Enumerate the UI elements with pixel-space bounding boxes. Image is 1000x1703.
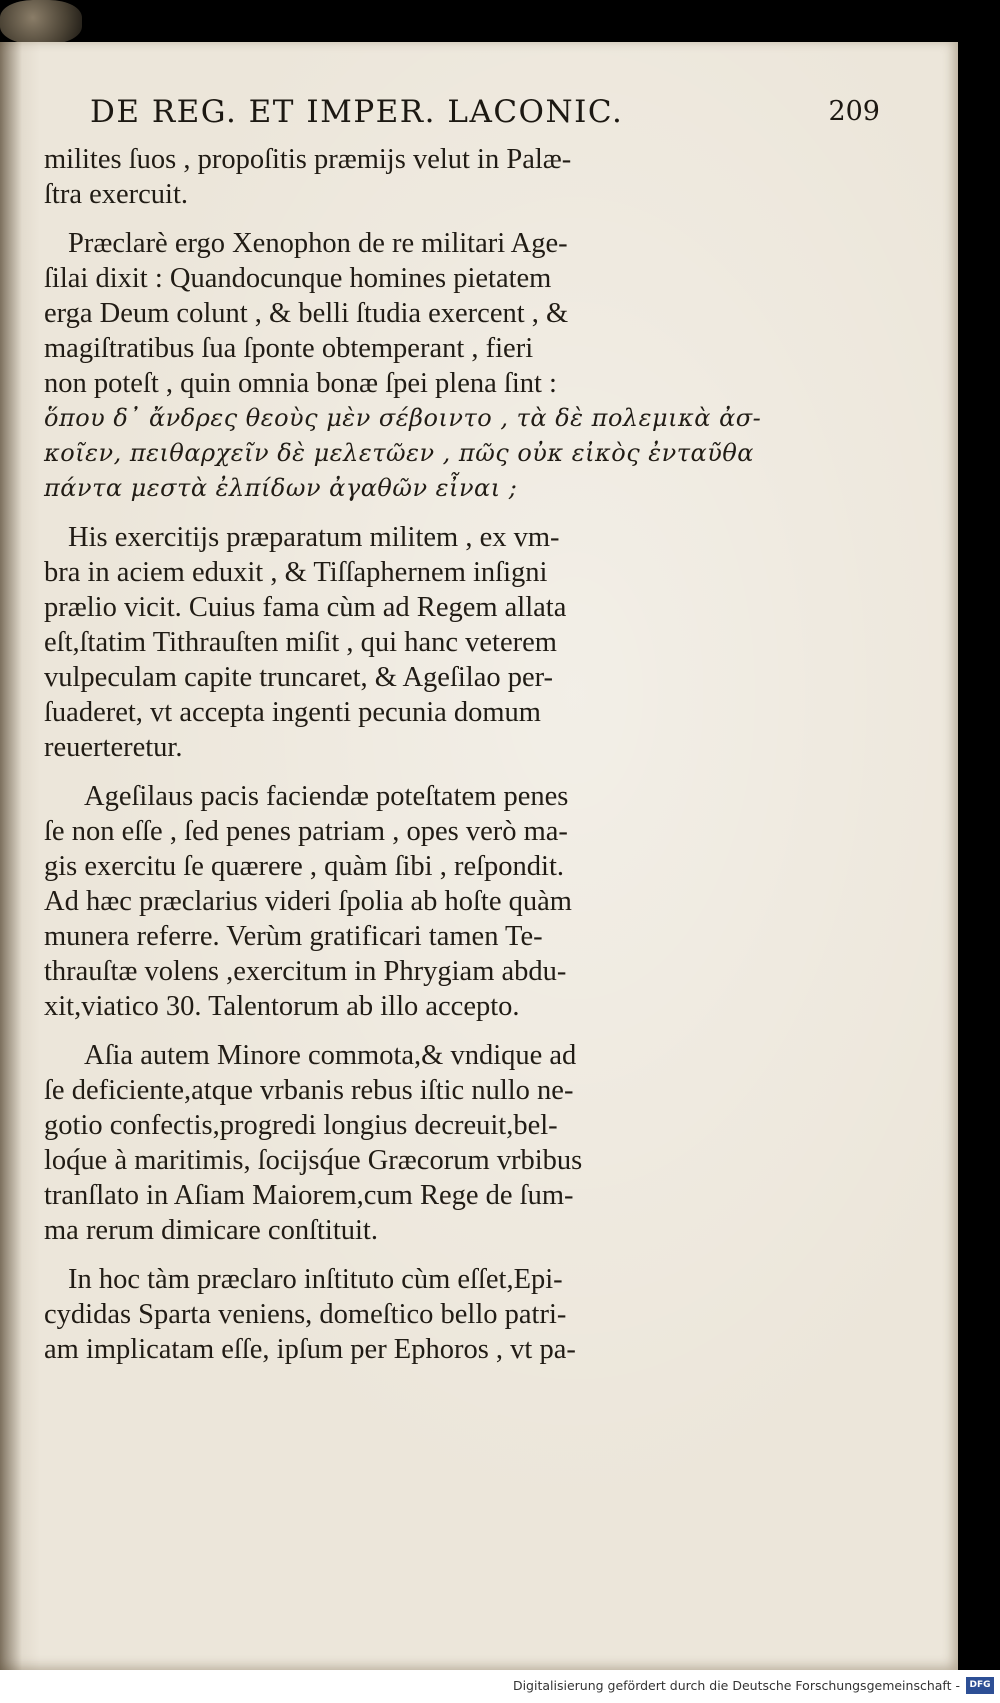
running-title: DE REG. ET IMPER. LACONIC. xyxy=(90,94,624,130)
text-line: non poteſt , quin omnia bonæ ſpei plena ſint : xyxy=(44,368,557,399)
text-line: am implicatam eſſe, ipſum per Ephoros , vt pa- xyxy=(44,1334,576,1365)
text-line: bra in aciem eduxit , & Tiſſaphernem inſigni xyxy=(44,557,548,588)
dfg-logo: DFG xyxy=(966,1677,994,1694)
book-page xyxy=(0,42,958,1670)
text-line: thrauſtæ volens ,exercitum in Phrygiam abdu- xyxy=(44,956,567,987)
main-text xyxy=(44,142,762,1381)
text-line: ſe deficiente,atque vrbanis rebus iſtic nullo ne- xyxy=(44,1075,574,1106)
text-line: vulpeculam capite truncaret, & Ageſilao per- xyxy=(44,662,554,693)
running-header xyxy=(90,94,880,138)
paragraph-3 xyxy=(44,520,692,765)
paragraph-6 xyxy=(44,1262,692,1367)
text-line: munera referre. Verùm gratificari tamen Te- xyxy=(44,921,543,952)
text-line: Ad hæc præclarius videri ſpolia ab hoſte quàm xyxy=(44,886,572,917)
text-line: magiſtratibus ſua ſponte obtemperant , fieri xyxy=(44,333,534,364)
text-line: prælio vicit. Cuius fama cùm ad Regem allata xyxy=(44,592,567,623)
text-line: loq́ue à maritimis, ſocijsq́ue Græcorum vrbibus xyxy=(44,1145,583,1176)
clasp-top-left xyxy=(0,0,82,44)
text-line: ſuaderet, vt accepta ingenti pecunia domum xyxy=(44,697,541,728)
text-line: cydidas Sparta veniens, domeſtico bello patri- xyxy=(44,1299,567,1330)
text-line: Ageſilaus pacis faciendæ poteſtatem penes xyxy=(84,781,569,812)
text-line: Præclarè ergo Xenophon de re militari Age- xyxy=(68,228,568,259)
text-line: eſt,ſtatim Tithrauſten miſit , qui hanc veterem xyxy=(44,627,557,658)
text-line: xit,viatico 30. Talentorum ab illo accepto. xyxy=(44,991,520,1022)
text-line: ſtra exercuit. xyxy=(44,179,189,210)
paragraph-4 xyxy=(44,779,692,1024)
text-line: ſilai dixit : Quandocunque homines pietatem xyxy=(44,263,552,294)
text-line: ma rerum dimicare conſtituit. xyxy=(44,1215,378,1246)
paragraph-1 xyxy=(44,142,692,212)
digitization-footer xyxy=(0,1670,1000,1703)
gutter-shadow xyxy=(0,42,22,1670)
greek-quote-line: πάντα μεστὰ ἐλπίδων ἀγαθῶν εἶναι ; xyxy=(44,474,518,502)
text-line: erga Deum colunt , & belli ſtudia exercent , & xyxy=(44,298,569,329)
text-line: gotio confectis,progredi longius decreuit,bel- xyxy=(44,1110,558,1141)
text-line: His exercitijs præparatum militem , ex vm- xyxy=(68,522,560,553)
paragraph-2 xyxy=(44,226,762,506)
text-line: ſe non eſſe , ſed penes patriam , opes verò ma- xyxy=(44,816,568,847)
text-line: milites ſuos , propoſitis præmijs velut in Palæ- xyxy=(44,144,572,175)
greek-quote-line: κοῖεν, πειθαρχεῖν δὲ μελετῶεν , πῶς οὐκ εἰκὸς ἐνταῦθα xyxy=(44,439,754,467)
text-line: tranſlato in Aſiam Maiorem,cum Rege de ſum- xyxy=(44,1180,574,1211)
greek-quote-line: ὅπου δ᾽ ἄνδρες θεοὺς μὲν σέβοιντο , τὰ δὲ πολεμικὰ ἀσ- xyxy=(44,404,762,432)
text-line: gis exercitu ſe quærere , quàm ſibi , reſpondit. xyxy=(44,851,564,882)
page-number: 209 xyxy=(828,96,880,127)
funding-credit: Digitalisierung gefördert durch die Deutsche Forschungsgemeinschaft - xyxy=(512,1678,960,1693)
paragraph-5 xyxy=(44,1038,692,1248)
text-line: In hoc tàm præclaro inſtituto cùm eſſet,Epi- xyxy=(68,1264,563,1295)
text-line: reuerteretur. xyxy=(44,732,183,763)
text-line: Aſia autem Minore commota,& vndique ad xyxy=(84,1040,577,1071)
